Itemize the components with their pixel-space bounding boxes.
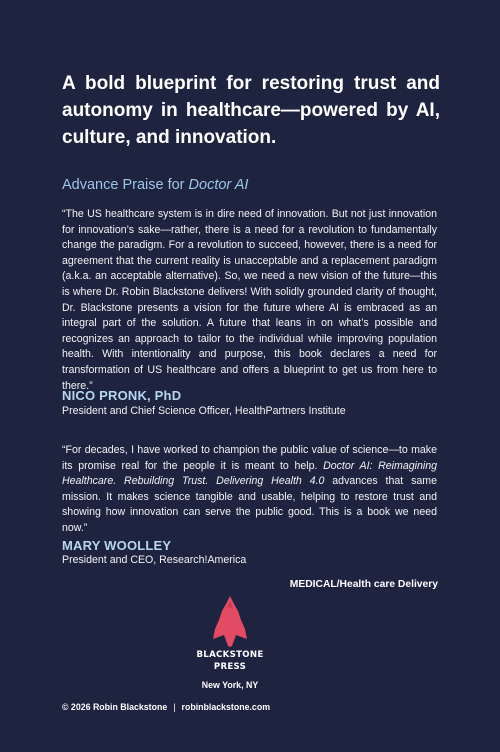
arrowhead-logo-icon [205, 595, 255, 647]
publisher-city: New York, NY [201, 680, 259, 690]
footer [62, 702, 270, 712]
endorsement-quote-1: “The US healthcare system is in dire need of innovation. But not just innovation for innovation’s sake—rather, there is a need for a revolution to fundamentally change the paradigm. For a revolution to succeed, however, there is a need for agreement that the current reality is unacceptable and a replacement paradigm (a.k.a. an acceptable alternative). So, we need a new vision of the future—this is where Dr. Robin Blackstone delivers! With solidly grounded clarity of thought, Dr. Blackstone presents a vision for the future where AI is embraced as an integral part of the solution. A future that leans in on what’s possible and recognizes an approach to tailor to the individual while improving population health. With intentionality and purpose, this book declares a need for transformation of US healthcare and offers a blueprint to get us from here to there.” [62, 208, 437, 392]
publisher-name-line1: BLACKSTONE [196, 650, 264, 660]
author-website: robinblackstone.com [181, 702, 271, 712]
praise-heading-book-title: Doctor AI [188, 177, 249, 193]
endorsement-quote-2-book-title: Doctor AI: Reimagining Healthcare. Rebuilding Trust. Delivering Health 4.0 [62, 459, 437, 488]
endorsement-quote-2-start: “For decades, I have worked to champion the public value of science—to make its promise real for the people it is meant to help. [62, 444, 437, 472]
endorsement-quote-2-end: advances that same mission. It makes science tangible and usable, helping to restore trust and showing how innovation can serve the public good. This is a book we need now.” [62, 475, 437, 534]
bisac-category: MEDICAL/Health care Delivery [289, 579, 438, 590]
praise-heading [62, 177, 248, 193]
headline: A bold blueprint for restoring trust and autonomy in healthcare—powered by AI, culture, and innovation. [62, 73, 440, 148]
endorser-name-1: NICO PRONK, PhD [62, 388, 182, 403]
praise-heading-prefix: Advance Praise for [62, 177, 189, 193]
publisher-name-line2: PRESS [213, 662, 247, 672]
copyright-text: © 2026 Robin Blackstone [62, 702, 168, 712]
endorsement-quote-2 [62, 443, 437, 537]
publisher-name [184, 649, 276, 673]
footer-separator: | [173, 702, 176, 712]
endorser-role-2: President and CEO, Research!America [62, 554, 247, 566]
endorser-name-2: MARY WOOLLEY [62, 538, 172, 553]
endorser-role-1: President and Chief Science Officer, HealthPartners Institute [62, 405, 346, 417]
